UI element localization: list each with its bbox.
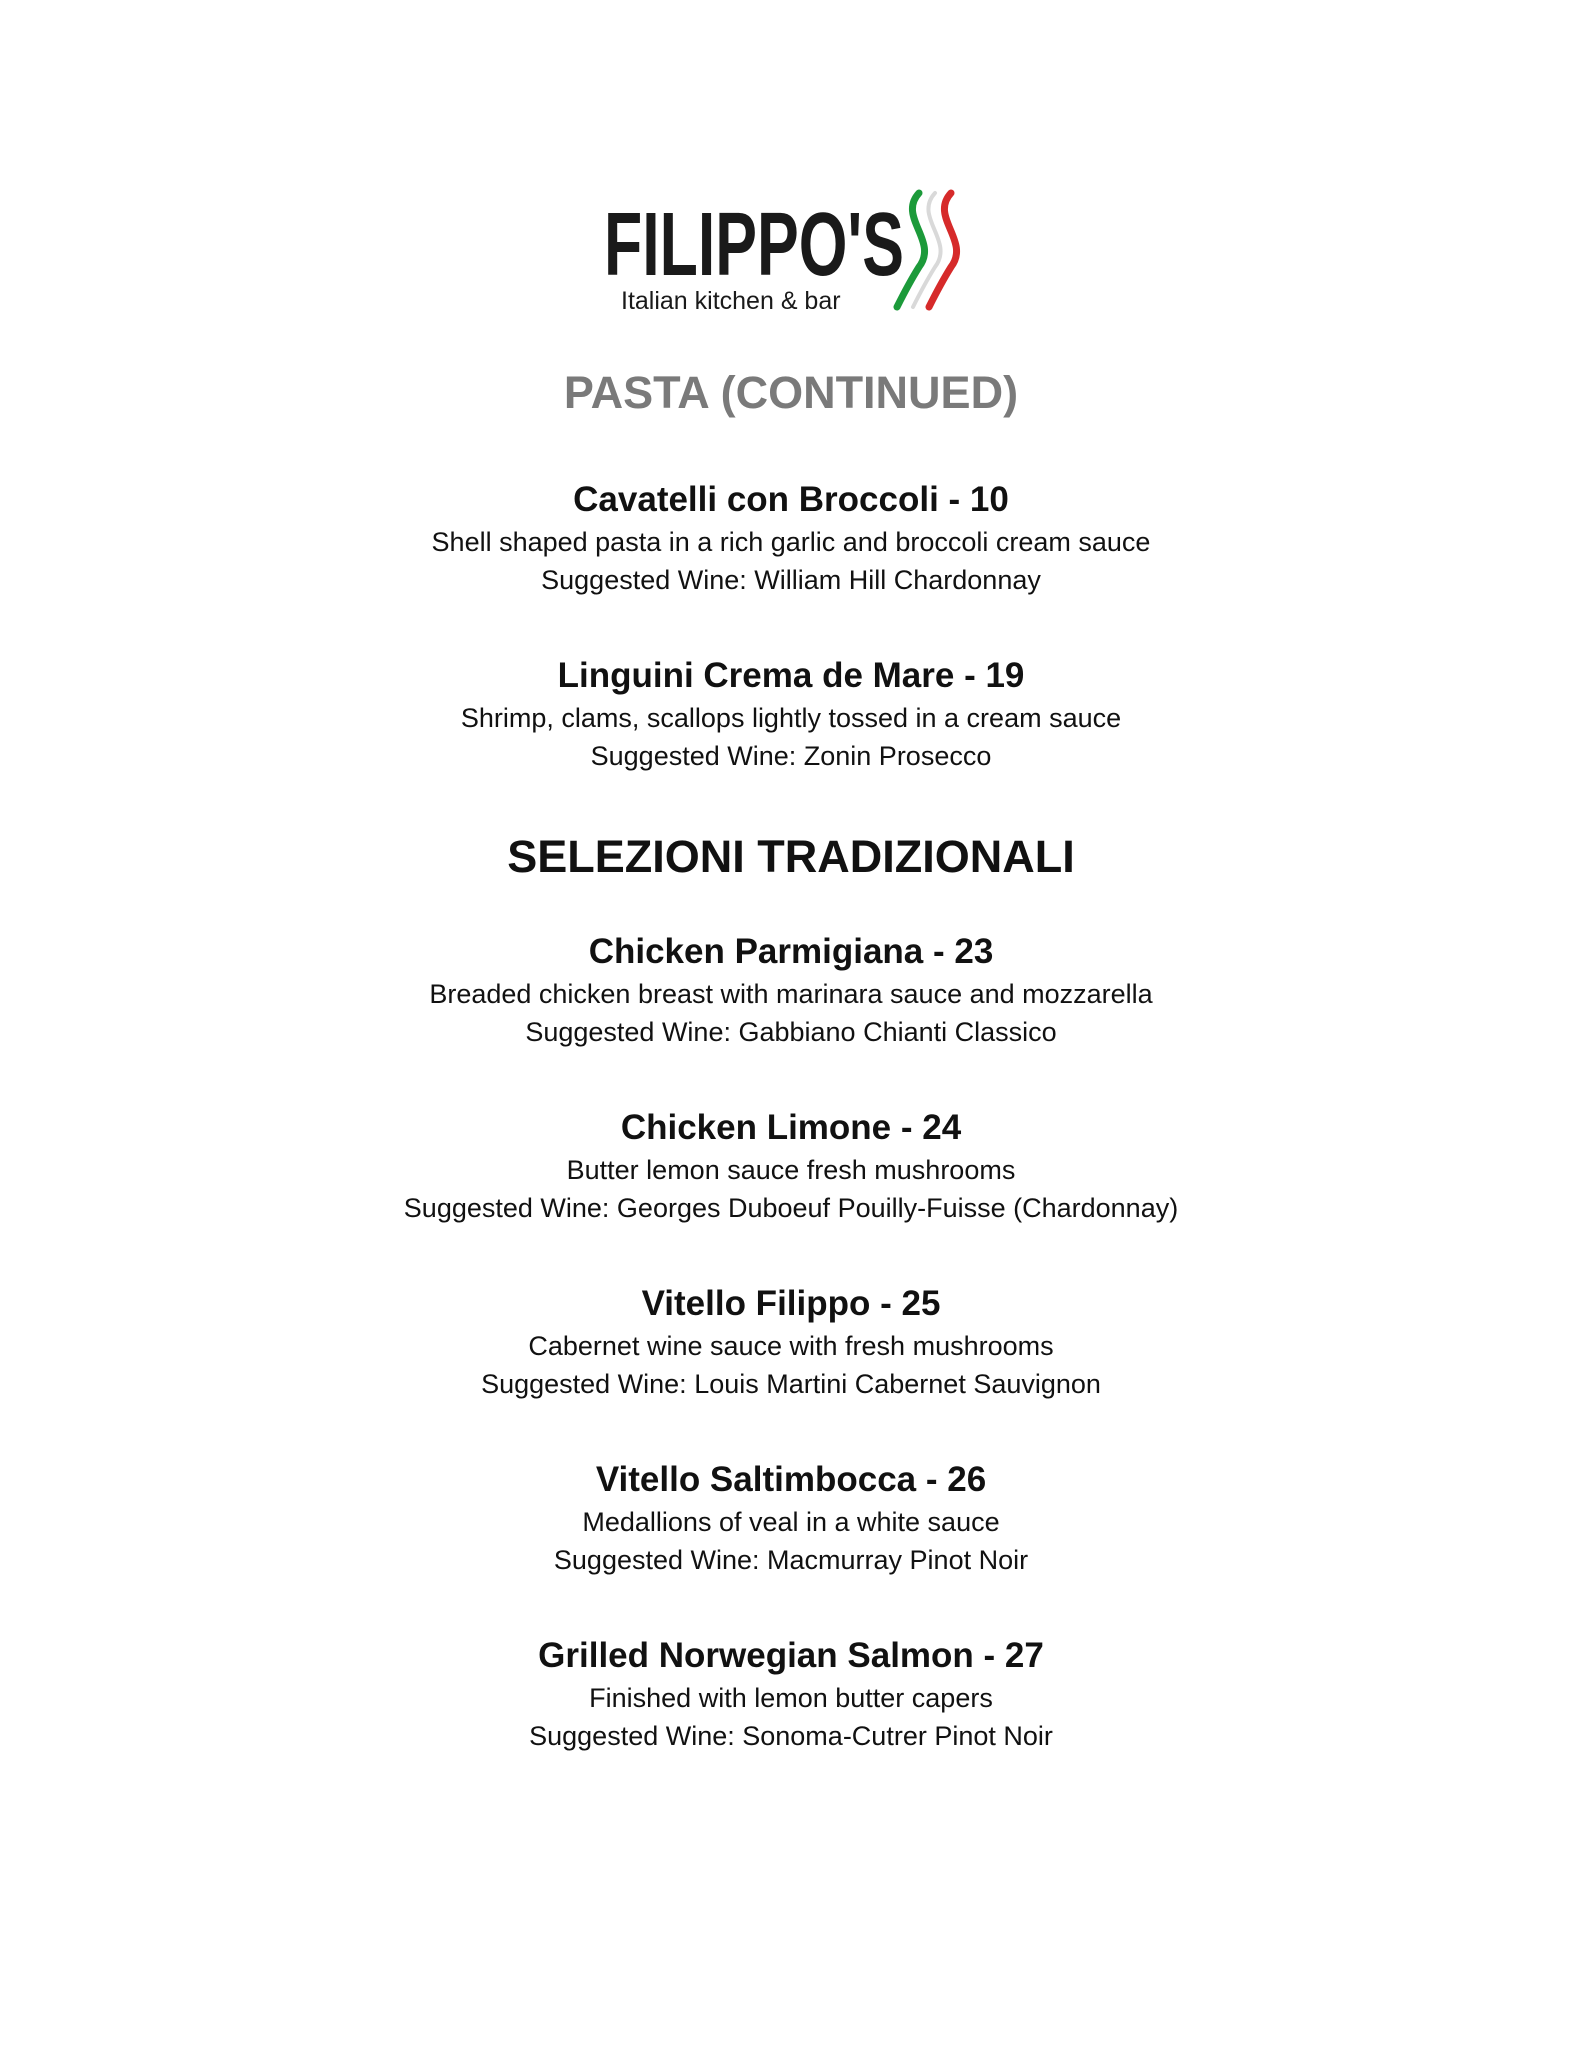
item-wine: Suggested Wine: Sonoma-Cutrer Pinot Noir (529, 1721, 1053, 1751)
restaurant-logo (0, 183, 1582, 323)
item-name: Grilled Norwegian Salmon - 27 (538, 1636, 1044, 1675)
item-wine: Suggested Wine: Zonin Prosecco (590, 741, 992, 771)
menu-item-chicken-parmigiana (0, 929, 1582, 1051)
logo-brand: FILIPPO'S (604, 195, 904, 295)
logo-red-swash (929, 193, 957, 307)
menu-item-vitello-saltimbocca (0, 1457, 1582, 1579)
section-title-selezioni: SELEZIONI TRADIZIONALI (507, 831, 1075, 882)
item-description: Medallions of veal in a white sauce (582, 1507, 1000, 1537)
menu-item-cavatelli (0, 477, 1582, 599)
item-name: Chicken Parmigiana - 23 (588, 932, 994, 971)
filippos-logo-mark (601, 183, 981, 323)
logo-tagline: Italian kitchen & bar (621, 287, 841, 315)
item-wine: Suggested Wine: Georges Duboeuf Pouilly-Fuisse (Chardonnay) (403, 1193, 1179, 1223)
menu-item-chicken-limone (0, 1105, 1582, 1227)
item-name: Cavatelli con Broccoli - 10 (573, 480, 1009, 519)
section-title-pasta: PASTA (CONTINUED) (563, 367, 1019, 418)
item-wine: Suggested Wine: Louis Martini Cabernet Sauvignon (481, 1369, 1101, 1399)
item-description: Shrimp, clams, scallops lightly tossed in a cream sauce (460, 703, 1122, 733)
item-description: Butter lemon sauce fresh mushrooms (566, 1155, 1016, 1185)
item-wine: Suggested Wine: Macmurray Pinot Noir (553, 1545, 1029, 1575)
item-wine: Suggested Wine: Gabbiano Chianti Classico (525, 1017, 1057, 1047)
menu-item-vitello-filippo (0, 1281, 1582, 1403)
menu-item-linguini (0, 653, 1582, 775)
item-name: Linguini Crema de Mare - 19 (557, 656, 1025, 695)
item-wine: Suggested Wine: William Hill Chardonnay (541, 565, 1041, 595)
item-description: Breaded chicken breast with marinara sauce and mozzarella (429, 979, 1153, 1009)
item-name: Vitello Saltimbocca - 26 (595, 1460, 987, 1499)
item-name: Vitello Filippo - 25 (641, 1284, 941, 1323)
item-description: Cabernet wine sauce with fresh mushrooms (528, 1331, 1054, 1361)
item-description: Finished with lemon butter capers (589, 1683, 993, 1713)
item-description: Shell shaped pasta in a rich garlic and broccoli cream sauce (431, 527, 1151, 557)
item-name: Chicken Limone - 24 (620, 1108, 962, 1147)
menu-item-grilled-salmon (0, 1633, 1582, 1755)
